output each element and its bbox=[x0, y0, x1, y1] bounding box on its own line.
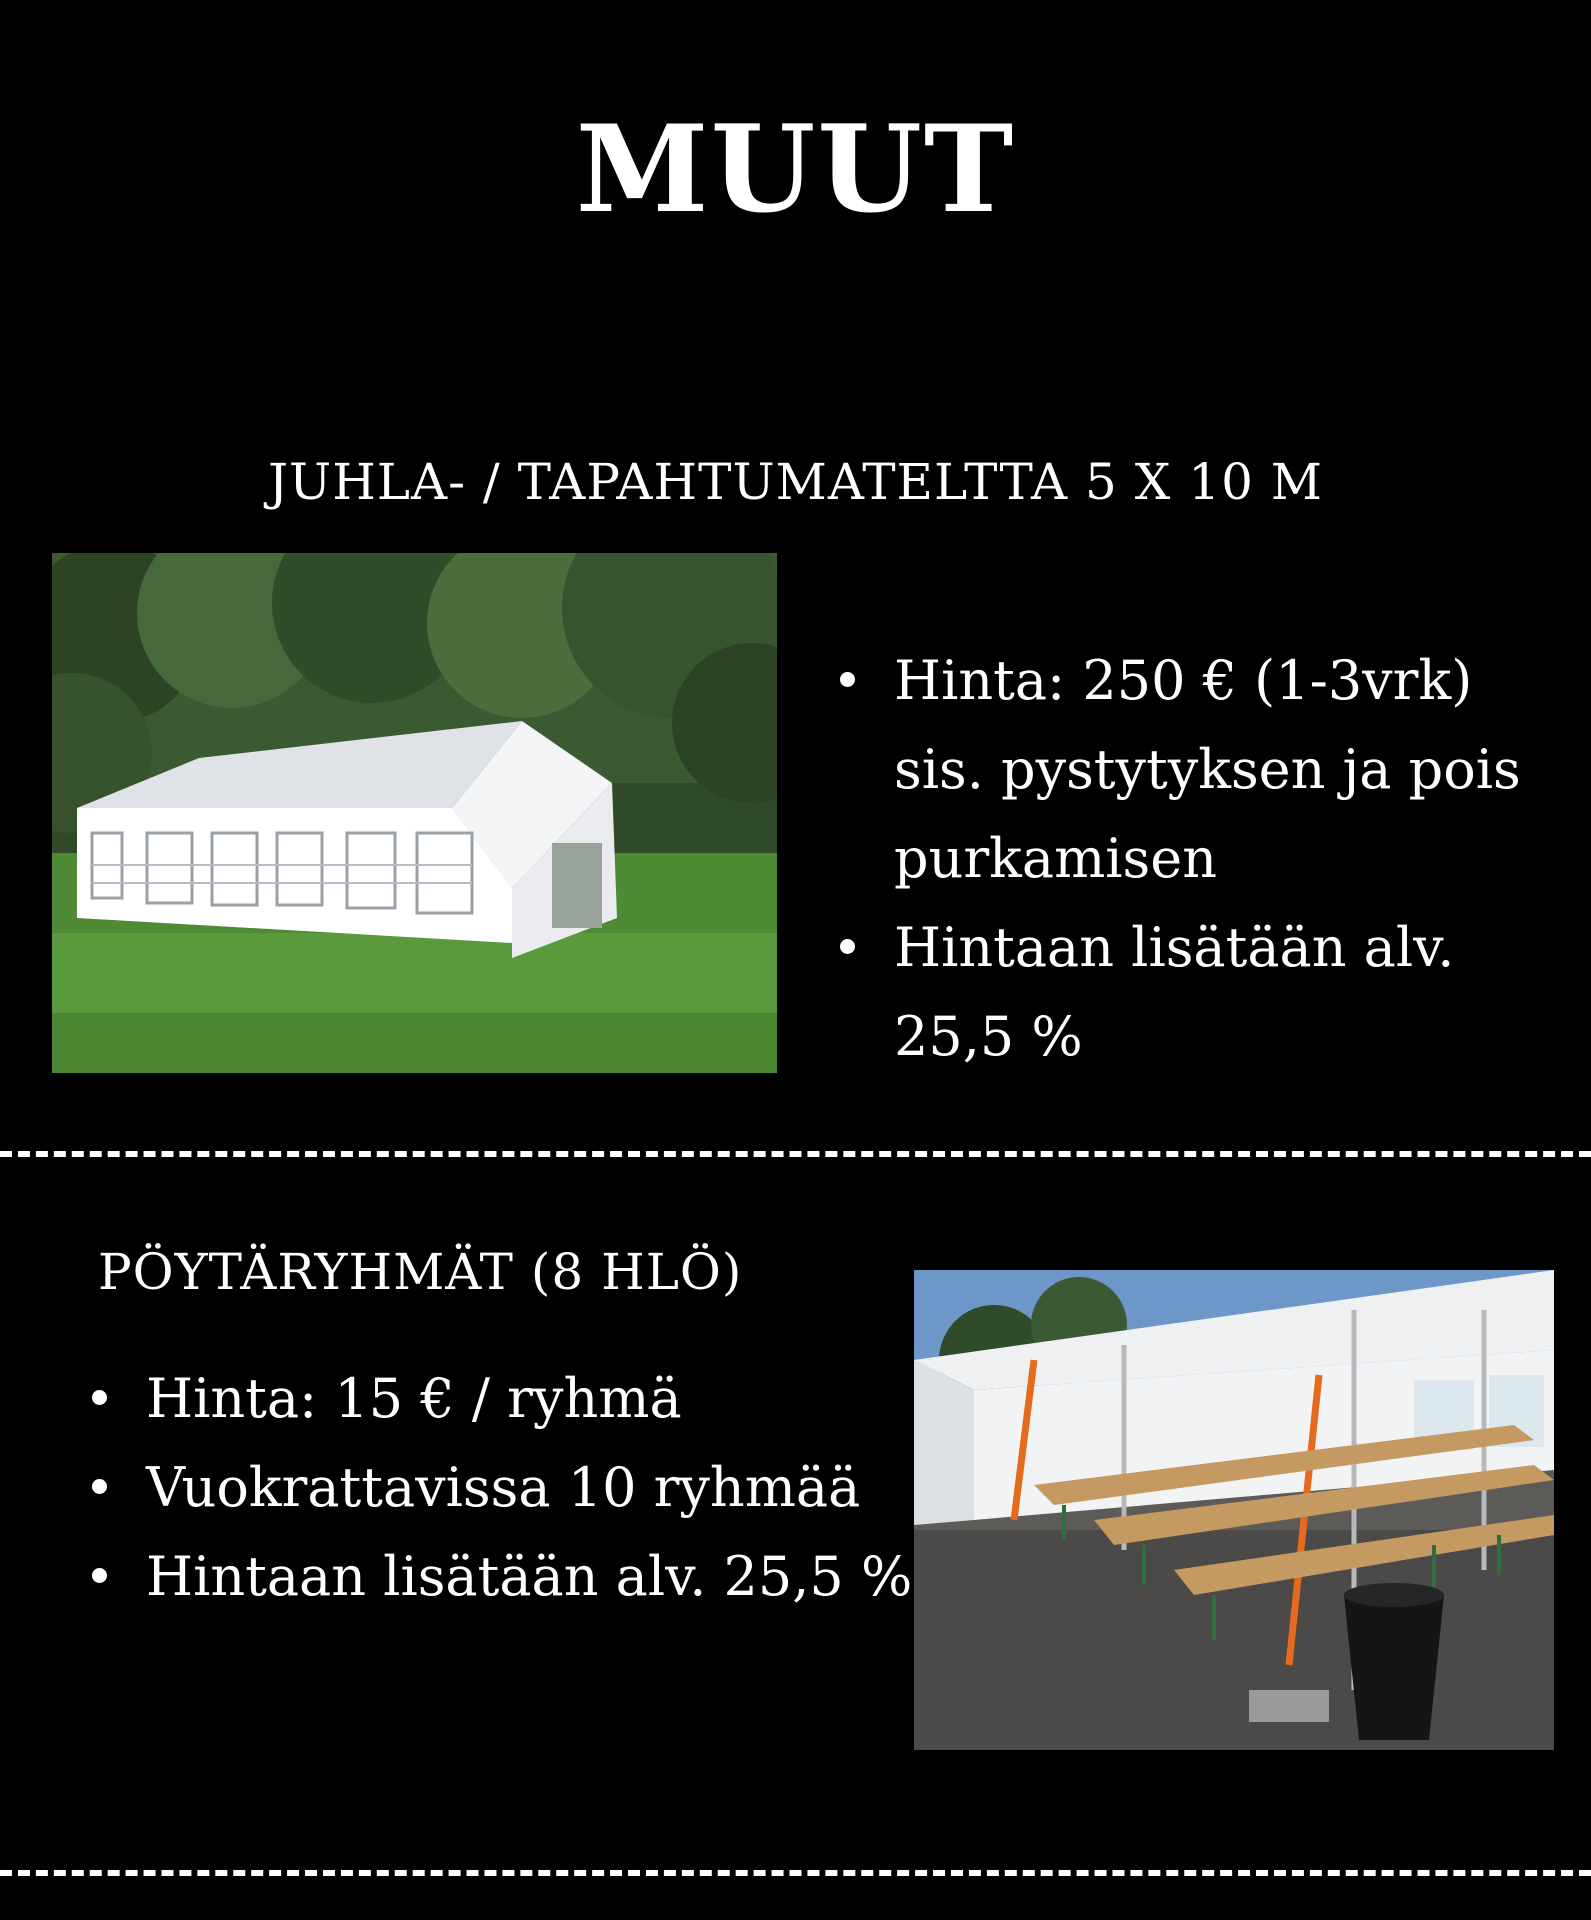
tent-section-title: JUHLA- / TAPAHTUMATELTTA 5 X 10 M bbox=[268, 453, 1323, 511]
page-title: MUUT bbox=[575, 99, 1016, 240]
tent-details-list bbox=[832, 636, 1552, 1081]
tables-vat-item: Hintaan lisätään alv. 25,5 % bbox=[84, 1532, 844, 1621]
tables-section-title: PÖYTÄRYHMÄT (8 HLÖ) bbox=[98, 1243, 743, 1301]
tent-vat-item: Hintaan lisätään alv. 25,5 % bbox=[832, 903, 1552, 1081]
tables-availability-item: Vuokrattavissa 10 ryhmää bbox=[84, 1443, 844, 1532]
tables-price-item: Hinta: 15 € / ryhmä bbox=[84, 1354, 844, 1443]
section-divider bbox=[0, 1870, 1591, 1876]
tables-details-list bbox=[84, 1354, 913, 1621]
table-sets-photo bbox=[914, 1270, 1554, 1750]
section-divider bbox=[0, 1151, 1591, 1157]
tent-price-item: Hinta: 250 € (1-3vrk) sis. pystytyksen ja pois purkamisen bbox=[832, 636, 1552, 903]
party-tent-photo bbox=[52, 553, 777, 1073]
